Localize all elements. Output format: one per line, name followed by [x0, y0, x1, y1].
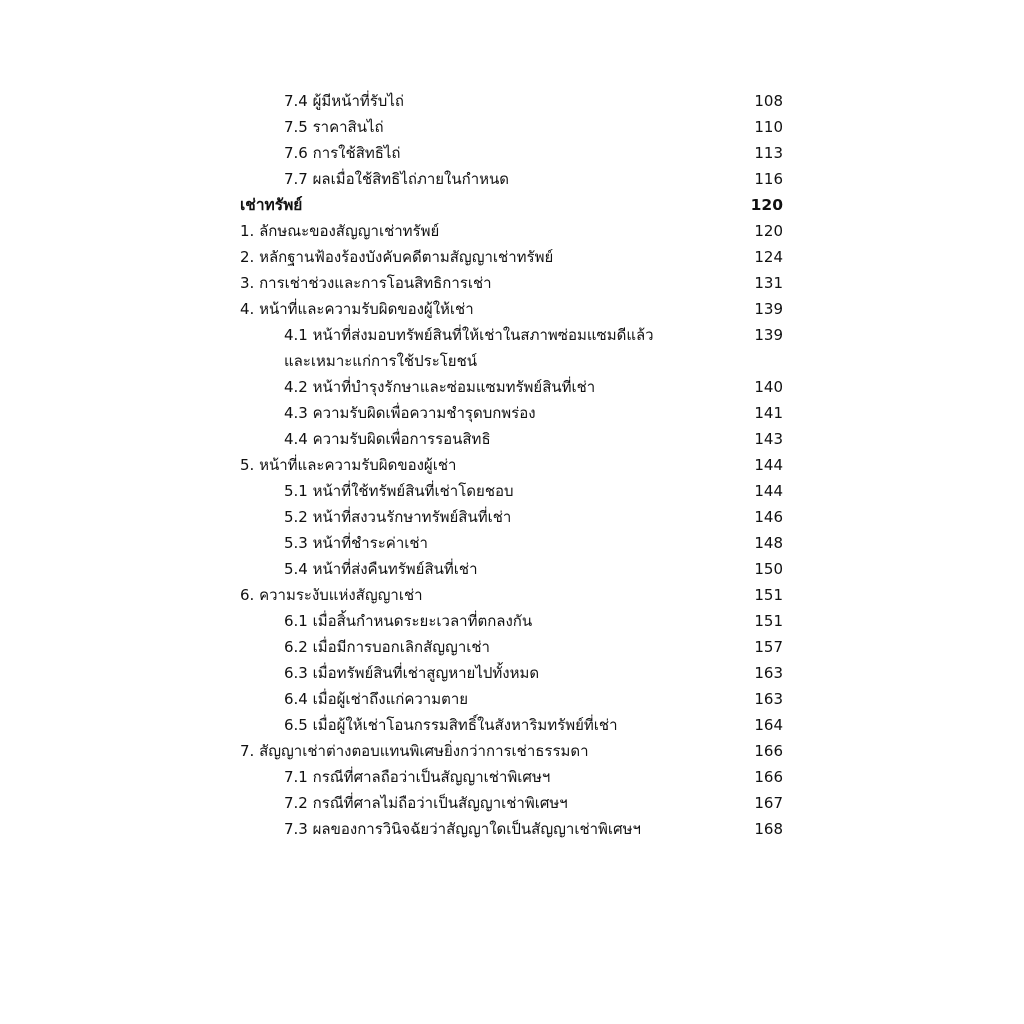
toc-entry-title: 6.4 เมื่อผู้เช่าถึงแก่ความตาย	[284, 690, 469, 708]
toc-entry-page: 108	[754, 92, 783, 110]
toc-entry	[0, 478, 1024, 504]
toc-entry-title: 6.3 เมื่อทรัพย์สินที่เช่าสูญหายไปทั้งหมด	[284, 664, 540, 682]
toc-entry-page: 124	[754, 248, 783, 266]
toc-entry	[0, 166, 1024, 192]
toc-entry-page: 150	[754, 560, 783, 578]
toc-entry-title: 4. หน้าที่และความรับผิดของผู้ให้เช่า	[240, 300, 474, 318]
toc-entry-page: 113	[754, 144, 783, 162]
toc-entry	[0, 140, 1024, 166]
toc-entry-title: 5.4 หน้าที่ส่งคืนทรัพย์สินที่เช่า	[284, 560, 478, 578]
toc-entry	[0, 322, 1024, 348]
toc-entry-title: 6.5 เมื่อผู้ให้เช่าโอนกรรมสิทธิ์ในสังหาริมทรัพย์ที่เช่า	[284, 716, 618, 734]
toc-entry	[0, 634, 1024, 660]
toc-entry	[0, 270, 1024, 296]
section-heading-page: 120	[750, 196, 783, 214]
toc-entry	[0, 790, 1024, 816]
toc-section-heading	[0, 192, 1024, 218]
toc-entry	[0, 660, 1024, 686]
toc-entry	[0, 764, 1024, 790]
toc-entry-title: 2. หลักฐานฟ้องร้องบังคับคดีตามสัญญาเช่าทรัพย์	[240, 248, 554, 266]
toc-entry-title: 7.5 ราคาสินไถ่	[284, 118, 384, 136]
toc-entry	[0, 504, 1024, 530]
toc-entry-page: 163	[754, 664, 783, 682]
toc-entry-page: 140	[754, 378, 783, 396]
toc-entry-page: 168	[754, 820, 783, 838]
toc-entry-page: 167	[754, 794, 783, 812]
toc-entry-page: 141	[754, 404, 783, 422]
toc-entry-title: 4.2 หน้าที่บำรุงรักษาและซ่อมแซมทรัพย์สินที่เช่า	[284, 378, 596, 396]
toc-entry-title: 5. หน้าที่และความรับผิดของผู้เช่า	[240, 456, 457, 474]
toc-entry-title: 6.1 เมื่อสิ้นกำหนดระยะเวลาที่ตกลงกัน	[284, 612, 533, 630]
toc-entry-title: 5.2 หน้าที่สงวนรักษาทรัพย์สินที่เช่า	[284, 508, 512, 526]
toc-entry	[0, 244, 1024, 270]
toc-entry-page: 110	[754, 118, 783, 136]
toc-entry	[0, 114, 1024, 140]
toc-entry-page: 166	[754, 768, 783, 786]
toc-entry-page: 144	[754, 482, 783, 500]
toc-entry-title: 7.7 ผลเมื่อใช้สิทธิไถ่ภายในกำหนด	[284, 170, 510, 188]
toc-entry	[0, 400, 1024, 426]
toc-entry	[0, 686, 1024, 712]
toc-entry-page: 131	[754, 274, 783, 292]
toc-entry-page: 143	[754, 430, 783, 448]
toc-entry-page: 144	[754, 456, 783, 474]
toc-entry-title: 7.2 กรณีที่ศาลไม่ถือว่าเป็นสัญญาเช่าพิเศษฯ	[284, 794, 568, 812]
toc-entry	[0, 218, 1024, 244]
toc-entry-title: 5.1 หน้าที่ใช้ทรัพย์สินที่เช่าโดยชอบ	[284, 482, 514, 500]
toc-entry-title: 4.4 ความรับผิดเพื่อการรอนสิทธิ	[284, 430, 491, 448]
toc-entry-title: 6.2 เมื่อมีการบอกเลิกสัญญาเช่า	[284, 638, 490, 656]
toc-entry	[0, 296, 1024, 322]
toc-entry-page: 148	[754, 534, 783, 552]
toc-entry-title: 4.3 ความรับผิดเพื่อความชำรุดบกพร่อง	[284, 404, 536, 422]
toc-entry-page: 163	[754, 690, 783, 708]
toc-entry	[0, 738, 1024, 764]
toc-entry	[0, 88, 1024, 114]
toc-entry-page: 116	[754, 170, 783, 188]
toc-entry-title: 7.4 ผู้มีหน้าที่รับไถ่	[284, 92, 404, 110]
toc-entry-title: 4.1 หน้าที่ส่งมอบทรัพย์สินที่ให้เช่าในสภาพซ่อมแซมดีแล้ว	[284, 326, 654, 344]
toc-entry	[0, 712, 1024, 738]
toc-entry-continuation	[0, 348, 1024, 374]
toc-entry-title: 7. สัญญาเช่าต่างตอบแทนพิเศษยิ่งกว่าการเช่าธรรมดา	[240, 742, 589, 760]
toc-entry	[0, 452, 1024, 478]
toc-entry-title: 7.6 การใช้สิทธิไถ่	[284, 144, 401, 162]
section-heading-title: เช่าทรัพย์	[240, 196, 303, 214]
toc-entry-page: 157	[754, 638, 783, 656]
toc-entry	[0, 608, 1024, 634]
toc-entry-title: 7.3 ผลของการวินิจฉัยว่าสัญญาใดเป็นสัญญาเช่าพิเศษฯ	[284, 820, 641, 838]
toc-entry	[0, 530, 1024, 556]
toc-entry-page: 166	[754, 742, 783, 760]
toc-entry-title: 3. การเช่าช่วงและการโอนสิทธิการเช่า	[240, 274, 492, 292]
toc-entry-title: 6. ความระงับแห่งสัญญาเช่า	[240, 586, 423, 604]
toc-entry-title-continued: และเหมาะแก่การใช้ประโยชน์	[284, 352, 478, 370]
toc-entry-page: 139	[754, 300, 783, 318]
toc-entry-title: 5.3 หน้าที่ชำระค่าเช่า	[284, 534, 428, 552]
toc-entry	[0, 556, 1024, 582]
table-of-contents	[0, 88, 1024, 842]
toc-entry-page: 151	[754, 586, 783, 604]
toc-entry-page: 146	[754, 508, 783, 526]
toc-entry-page: 120	[754, 222, 783, 240]
toc-entry-title: 1. ลักษณะของสัญญาเช่าทรัพย์	[240, 222, 440, 240]
toc-entry	[0, 374, 1024, 400]
toc-entry-title: 7.1 กรณีที่ศาลถือว่าเป็นสัญญาเช่าพิเศษฯ	[284, 768, 551, 786]
toc-entry	[0, 816, 1024, 842]
toc-entry-page: 139	[754, 326, 783, 344]
toc-entry-page: 164	[754, 716, 783, 734]
toc-entry	[0, 426, 1024, 452]
toc-entry-page: 151	[754, 612, 783, 630]
toc-entry	[0, 582, 1024, 608]
